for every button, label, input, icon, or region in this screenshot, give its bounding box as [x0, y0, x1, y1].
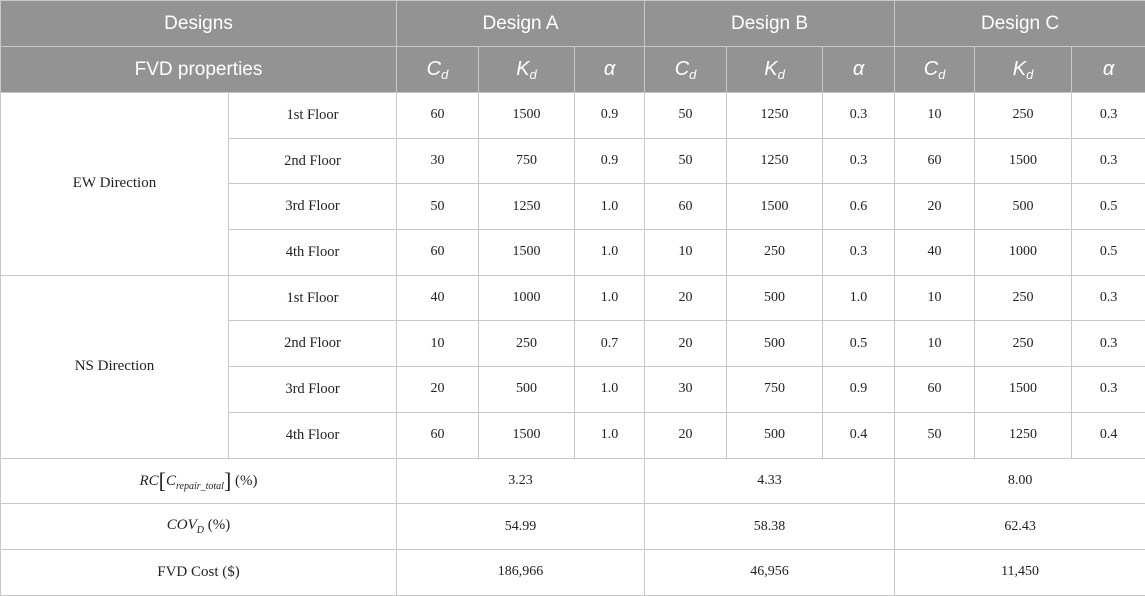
table-cell: 1.0 — [575, 184, 645, 230]
alpha-header: α — [823, 47, 895, 93]
alpha-header: α — [575, 47, 645, 93]
table-cell: 20 — [645, 321, 727, 367]
table-cell: 1000 — [479, 275, 575, 321]
table-cell: 500 — [727, 321, 823, 367]
table-cell: 30 — [397, 138, 479, 184]
summary-row-cov — [1, 504, 1145, 550]
table-cell: 1.0 — [575, 275, 645, 321]
cd-header: $C_d$ — [397, 47, 479, 93]
table-cell: 1500 — [727, 184, 823, 230]
table-cell: 1250 — [479, 184, 575, 230]
cd-header: $C_d$ — [645, 47, 727, 93]
table-cell: 1250 — [727, 93, 823, 139]
rc-label: $RC[C_{repair\_total}]$ (%) — [1, 458, 397, 504]
table-cell: 0.3 — [1072, 275, 1145, 321]
table-cell: 50 — [397, 184, 479, 230]
table-cell: 0.5 — [823, 321, 895, 367]
table-cell: 250 — [727, 230, 823, 276]
floor-label: 1st Floor — [229, 93, 397, 139]
table-cell: 0.9 — [823, 367, 895, 413]
table-cell: 250 — [479, 321, 575, 367]
table-cell: 500 — [975, 184, 1072, 230]
table-cell: 1500 — [479, 93, 575, 139]
table-cell: 10 — [397, 321, 479, 367]
floor-label: 4th Floor — [229, 412, 397, 458]
table-row — [1, 275, 1145, 321]
table-header — [1, 1, 1145, 93]
table-cell: 50 — [645, 138, 727, 184]
table-cell: 0.3 — [823, 93, 895, 139]
design-b-header: Design B — [645, 1, 895, 47]
alpha-header: α — [1072, 47, 1145, 93]
table-cell: 250 — [975, 275, 1072, 321]
table-cell: 500 — [727, 412, 823, 458]
table-cell: 0.9 — [575, 138, 645, 184]
table-cell: 1250 — [975, 412, 1072, 458]
table-cell: 0.6 — [823, 184, 895, 230]
floor-label: 4th Floor — [229, 230, 397, 276]
table-cell: 1.0 — [575, 367, 645, 413]
table-cell: 0.5 — [1072, 230, 1145, 276]
table-cell: 30 — [645, 367, 727, 413]
table-cell: 500 — [479, 367, 575, 413]
table-cell: 500 — [727, 275, 823, 321]
design-c-header: Design C — [895, 1, 1145, 47]
table-cell: 20 — [645, 412, 727, 458]
design-a-header: Design A — [397, 1, 645, 47]
table-cell: 0.3 — [1072, 93, 1145, 139]
table-cell: 0.3 — [1072, 138, 1145, 184]
rc-value-a: 3.23 — [397, 458, 645, 504]
table-cell: 1250 — [727, 138, 823, 184]
rc-value-c: 8.00 — [895, 458, 1145, 504]
cov-value-c: 62.43 — [895, 504, 1145, 550]
table-cell: 40 — [895, 230, 975, 276]
table-cell: 10 — [895, 321, 975, 367]
table-body — [1, 93, 1145, 596]
table-cell: 40 — [397, 275, 479, 321]
table-cell: 0.9 — [575, 93, 645, 139]
cov-value-b: 58.38 — [645, 504, 895, 550]
table-cell: 1000 — [975, 230, 1072, 276]
summary-row-cost — [1, 549, 1145, 595]
table-cell: 60 — [895, 367, 975, 413]
table-cell: 20 — [397, 367, 479, 413]
floor-label: 2nd Floor — [229, 321, 397, 367]
table-cell: 10 — [895, 275, 975, 321]
table-cell: 250 — [975, 93, 1072, 139]
table-cell: 50 — [895, 412, 975, 458]
cd-header: $C_d$ — [895, 47, 975, 93]
table-cell: 0.4 — [823, 412, 895, 458]
table-cell: 60 — [397, 412, 479, 458]
cost-label: FVD Cost ($) — [1, 549, 397, 595]
table-cell: 1.0 — [575, 230, 645, 276]
table-cell: 1.0 — [823, 275, 895, 321]
table-cell: 0.3 — [823, 138, 895, 184]
table-cell: 1500 — [975, 367, 1072, 413]
table-cell: 60 — [397, 93, 479, 139]
table-cell: 60 — [397, 230, 479, 276]
direction-label: NS Direction — [1, 275, 229, 458]
rc-value-b: 4.33 — [645, 458, 895, 504]
cost-value-b: 46,956 — [645, 549, 895, 595]
floor-label: 3rd Floor — [229, 184, 397, 230]
table-cell: 1500 — [479, 412, 575, 458]
floor-label: 3rd Floor — [229, 367, 397, 413]
summary-row-rc — [1, 458, 1145, 504]
floor-label: 2nd Floor — [229, 138, 397, 184]
kd-header: $K_d$ — [479, 47, 575, 93]
table-cell: 20 — [895, 184, 975, 230]
cov-value-a: 54.99 — [397, 504, 645, 550]
table-cell: 250 — [975, 321, 1072, 367]
table-cell: 0.4 — [1072, 412, 1145, 458]
table-cell: 1500 — [479, 230, 575, 276]
table-cell: 10 — [645, 230, 727, 276]
cost-value-a: 186,966 — [397, 549, 645, 595]
kd-header: $K_d$ — [727, 47, 823, 93]
table-cell: 750 — [727, 367, 823, 413]
table-cell: 10 — [895, 93, 975, 139]
cost-value-c: 11,450 — [895, 549, 1145, 595]
table-cell: 0.7 — [575, 321, 645, 367]
table-cell: 60 — [895, 138, 975, 184]
kd-header: $K_d$ — [975, 47, 1072, 93]
table-cell: 20 — [645, 275, 727, 321]
table-cell: 0.5 — [1072, 184, 1145, 230]
table-cell: 1500 — [975, 138, 1072, 184]
table-cell: 750 — [479, 138, 575, 184]
direction-label: EW Direction — [1, 93, 229, 276]
cov-label: $COV_D$ (%) — [1, 504, 397, 550]
table-cell: 60 — [645, 184, 727, 230]
table-cell: 0.3 — [1072, 367, 1145, 413]
table-cell: 1.0 — [575, 412, 645, 458]
table-cell: 0.3 — [823, 230, 895, 276]
designs-header: Designs — [1, 1, 397, 47]
table-row — [1, 93, 1145, 139]
floor-label: 1st Floor — [229, 275, 397, 321]
fvd-properties-header: FVD properties — [1, 47, 397, 93]
table-cell: 50 — [645, 93, 727, 139]
table-cell: 0.3 — [1072, 321, 1145, 367]
